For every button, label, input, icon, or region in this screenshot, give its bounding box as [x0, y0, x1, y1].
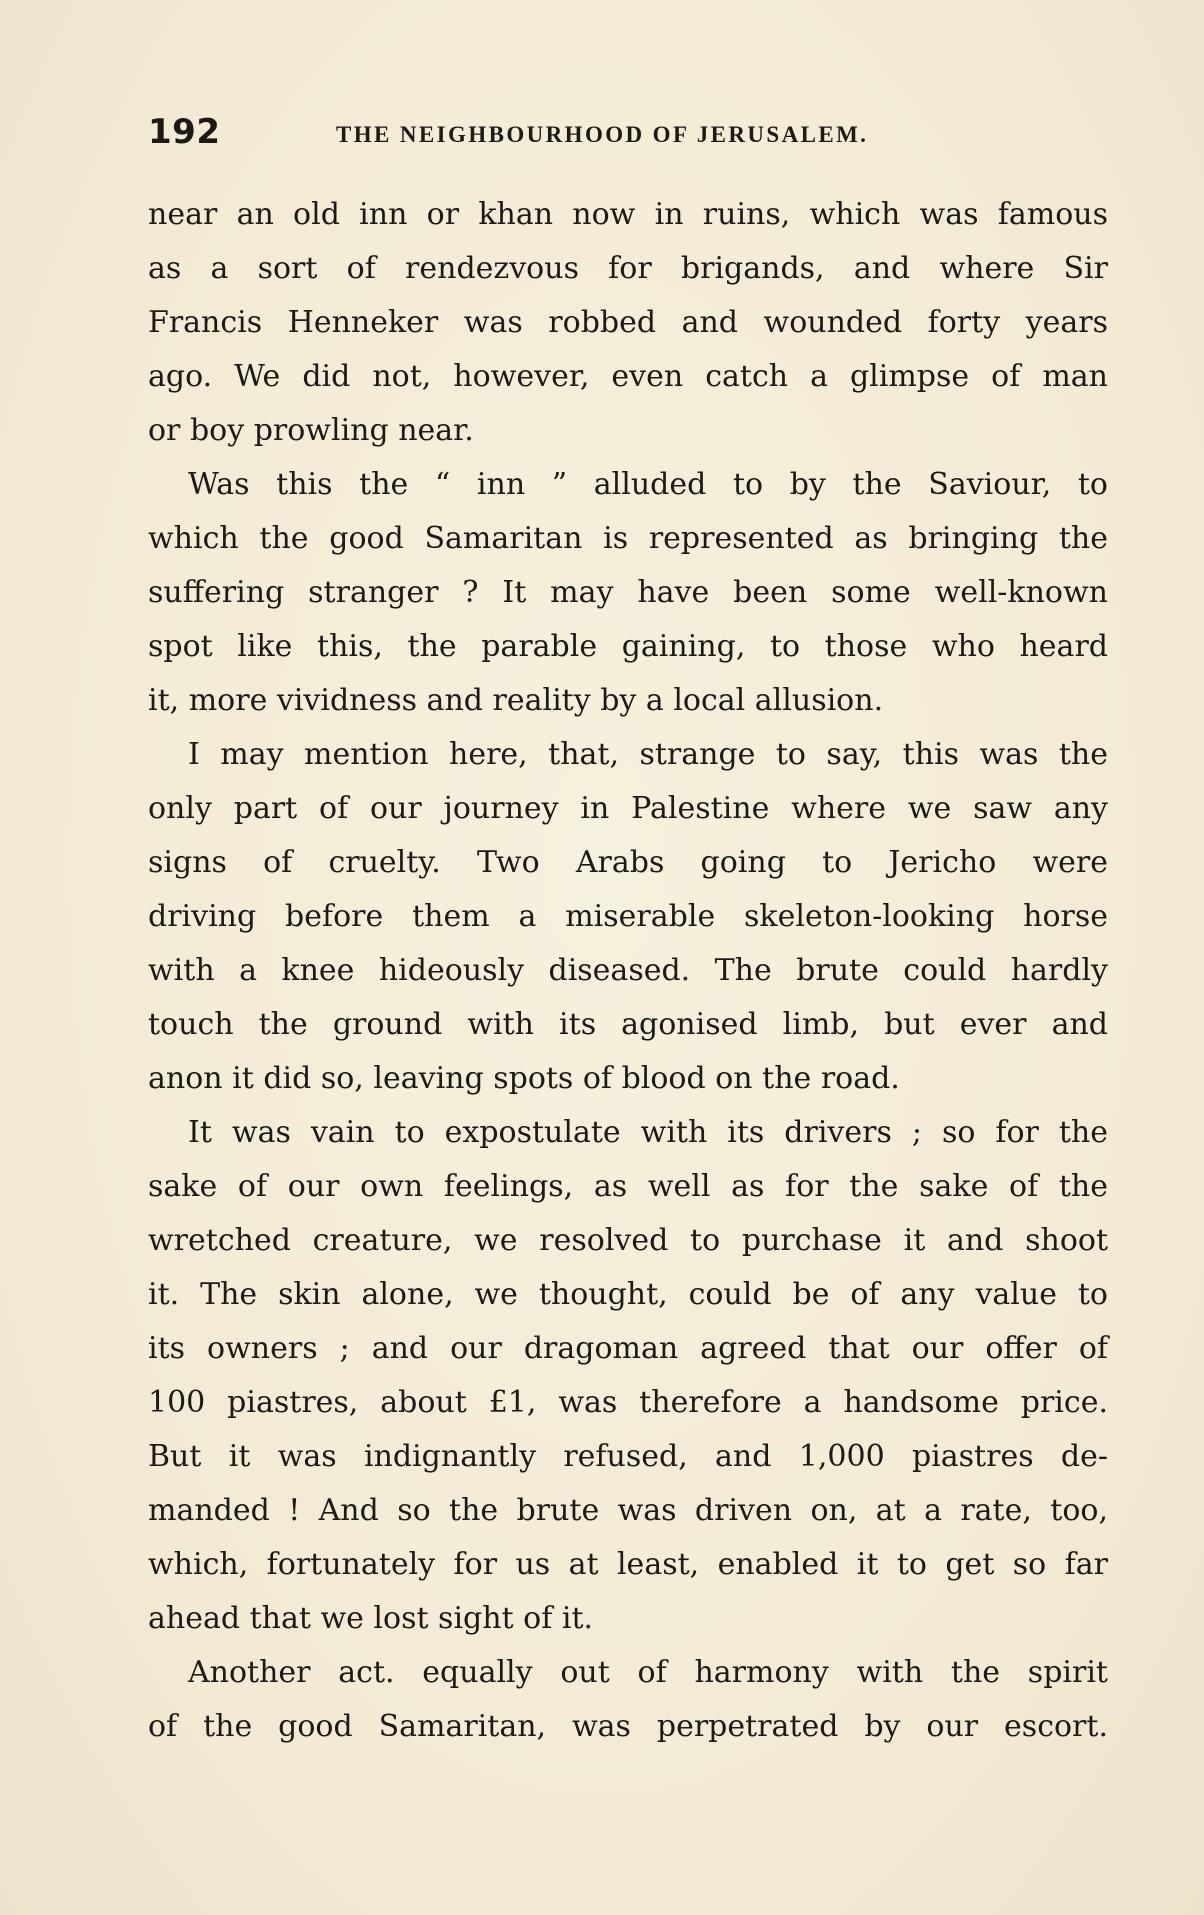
text-line: sake of our own feelings, as well as for the sake of the [148, 1169, 1108, 1204]
text-line: Another act. equally out of harmony with the spirit [188, 1655, 1108, 1690]
text-line: its owners ; and our dragoman agreed that our offer of [148, 1331, 1108, 1366]
page-number: 192 [148, 112, 221, 152]
text-line: anon it did so, leaving spots of blood on the road. [148, 1061, 900, 1096]
text-line: ahead that we lost sight of it. [148, 1601, 594, 1636]
text-line: with a knee hideously diseased. The brute could hardly [148, 953, 1108, 988]
text-line: Was this the “ inn ” alluded to by the Saviour, to [188, 467, 1108, 502]
text-line: But it was indignantly refused, and 1,000 piastres de- [148, 1439, 1108, 1474]
text-line: manded ! And so the brute was driven on, at a rate, too, [148, 1493, 1108, 1528]
text-line: of the good Samaritan, was perpetrated by our escort. [148, 1709, 1108, 1744]
text-line: wretched creature, we resolved to purchase it and shoot [148, 1223, 1108, 1258]
text-line: it, more vividness and reality by a local allusion. [148, 683, 884, 718]
body-text [148, 188, 1108, 1754]
text-line: It was vain to expostulate with its drivers ; so for the [188, 1115, 1108, 1150]
text-line: touch the ground with its agonised limb, but ever and [148, 1007, 1108, 1042]
text-line: spot like this, the parable gaining, to those who heard [148, 629, 1108, 664]
text-line: 100 piastres, about £1, was therefore a handsome price. [148, 1385, 1108, 1420]
running-head: THE NEIGHBOURHOOD OF JERUSALEM. [336, 122, 869, 147]
page-header [148, 112, 1108, 156]
text-line: which the good Samaritan is represented as bringing the [148, 521, 1108, 556]
text-line: suffering stranger ? It may have been some well-known [148, 575, 1108, 610]
text-line: it. The skin alone, we thought, could be of any value to [148, 1277, 1108, 1312]
text-line: or boy prowling near. [148, 413, 474, 448]
text-line: ago. We did not, however, even catch a glimpse of man [148, 359, 1108, 394]
text-line: near an old inn or khan now in ruins, which was famous [148, 197, 1108, 232]
text-line: as a sort of rendezvous for brigands, and where Sir [148, 251, 1108, 286]
text-line: driving before them a miserable skeleton-looking horse [148, 899, 1108, 934]
text-line: signs of cruelty. Two Arabs going to Jericho were [148, 845, 1108, 880]
text-line: which, fortunately for us at least, enabled it to get so far [148, 1547, 1108, 1582]
text-line: I may mention here, that, strange to say, this was the [188, 737, 1108, 772]
text-line: only part of our journey in Palestine where we saw any [148, 791, 1108, 826]
text-line: Francis Henneker was robbed and wounded forty years [148, 305, 1108, 340]
